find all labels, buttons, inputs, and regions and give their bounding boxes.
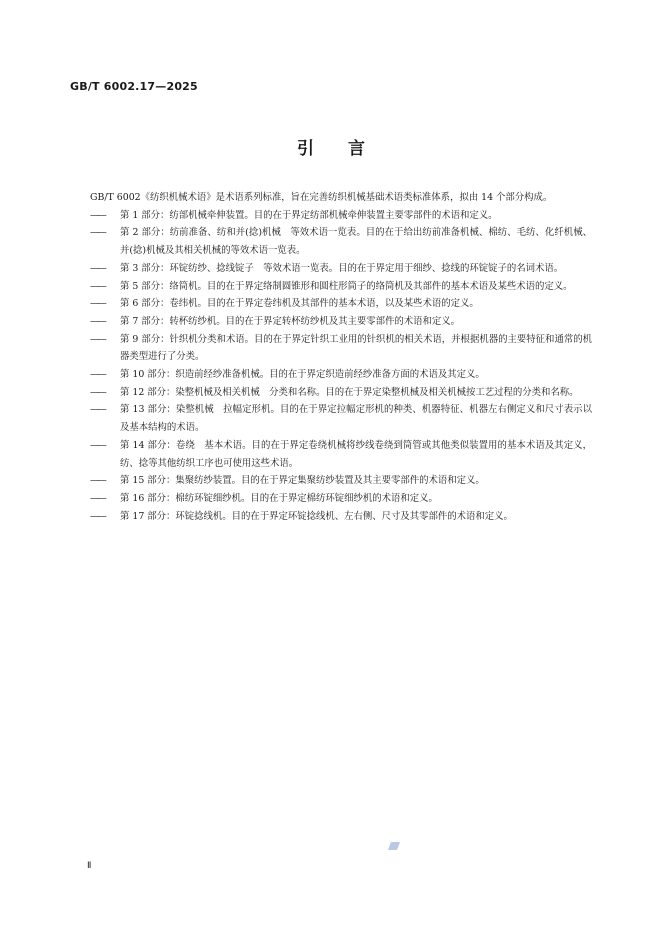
part-list-item [70, 207, 592, 225]
page-number: Ⅱ [87, 861, 92, 871]
part-list-item [70, 278, 592, 296]
part-description: 第 12 部分：染整机械及相关机械 分类和名称。目的在于界定染整机械及相关机械按工艺过程的分类和名称。 [120, 386, 579, 398]
part-list-item [70, 490, 592, 508]
list-dash: —— [90, 209, 105, 221]
introduction-body [70, 189, 592, 525]
part-description: 第 7 部分：转杯纺纱机。目的在于界定转杯纺纱机及其主要零部件的术语和定义。 [120, 315, 461, 327]
list-dash: —— [90, 510, 105, 522]
list-dash: —— [90, 404, 105, 416]
list-dash: —— [90, 439, 105, 451]
part-description: 第 14 部分：卷绕 基本术语。目的在于界定卷绕机械将纱线卷绕到筒管或其他类似装置用的基本术语及其定义，纺、捻等其他纺织工序也可使用这些术语。 [120, 439, 592, 469]
part-description: 第 5 部分：络筒机。目的在于界定络制圆锥形和圆柱形筒子的络筒机及其部件的基本术语及某些术语的定义。 [120, 280, 573, 292]
list-dash: —— [90, 298, 105, 310]
part-list-item [70, 224, 592, 259]
part-list-item [70, 437, 592, 472]
part-description: 第 3 部分：环锭纺纱、捻线锭子 等效术语一览表。目的在于界定用于细纱、捻线的环锭锭子的名词术语。 [120, 262, 564, 274]
part-list-item [70, 401, 592, 436]
part-description: 第 13 部分：染整机械 拉幅定形机。目的在于界定拉幅定形机的种类、机器特征、机器左右侧定义和尺寸表示以及基本结构的术语。 [120, 404, 592, 434]
list-dash: —— [90, 315, 105, 327]
part-list-item [70, 384, 592, 402]
part-list-item [70, 295, 592, 313]
publisher-logo-icon [387, 840, 401, 852]
part-description: 第 1 部分：纺部机械牵伸装置。目的在于界定纺部机械牵伸装置主要零部件的术语和定义。 [120, 209, 498, 221]
part-description: 第 9 部分：针织机分类和术语。目的在于界定针织工业用的针织机的相关术语，并根据机器的主要特征和通常的机器类型进行了分类。 [120, 333, 592, 363]
list-dash: —— [90, 333, 105, 345]
part-list-item [70, 313, 592, 331]
list-dash: —— [90, 369, 105, 381]
part-list-item [70, 508, 592, 526]
list-dash: —— [90, 262, 105, 274]
part-description: 第 16 部分：棉纺环锭细纱机。目的在于界定棉纺环锭细纱机的术语和定义。 [120, 492, 438, 504]
list-dash: —— [90, 280, 105, 292]
intro-paragraph: GB/T 6002《纺织机械术语》是术语系列标准，旨在完善纺织机械基础术语类标准体系，拟由 14 个部分构成。 [90, 192, 553, 203]
part-description: 第 6 部分：卷纬机。目的在于界定卷纬机及其部件的基本术语，以及某些术语的定义。 [120, 298, 479, 310]
list-dash: —— [90, 492, 105, 504]
part-list-item [70, 366, 592, 384]
part-description: 第 17 部分：环锭捻线机。目的在于界定环锭捻线机、左右侧、尺寸及其零部件的术语和定义。 [120, 510, 513, 522]
standard-code: GB/T 6002.17—2025 [70, 80, 198, 93]
part-list-item [70, 331, 592, 366]
section-title: 引言 [297, 139, 399, 159]
list-dash: —— [90, 227, 105, 239]
part-description: 第 10 部分：织造前经纱准备机械。目的在于界定织造前经纱准备方面的术语及其定义。 [120, 369, 485, 381]
part-description: 第 2 部分：纺前准备、纺和并(捻)机械 等效术语一览表。目的在于给出纺前准备机械、棉纺、毛纺、化纤机械、并(捻)机械及其相关机械的等效术语一览表。 [120, 227, 592, 257]
part-list-item [70, 472, 592, 490]
list-dash: —— [90, 475, 105, 487]
part-list-item [70, 260, 592, 278]
part-description: 第 15 部分：集聚纺纱装置。目的在于界定集聚纺纱装置及其主要零部件的术语和定义。 [120, 475, 485, 487]
parts-list [70, 207, 592, 526]
list-dash: —— [90, 386, 105, 398]
